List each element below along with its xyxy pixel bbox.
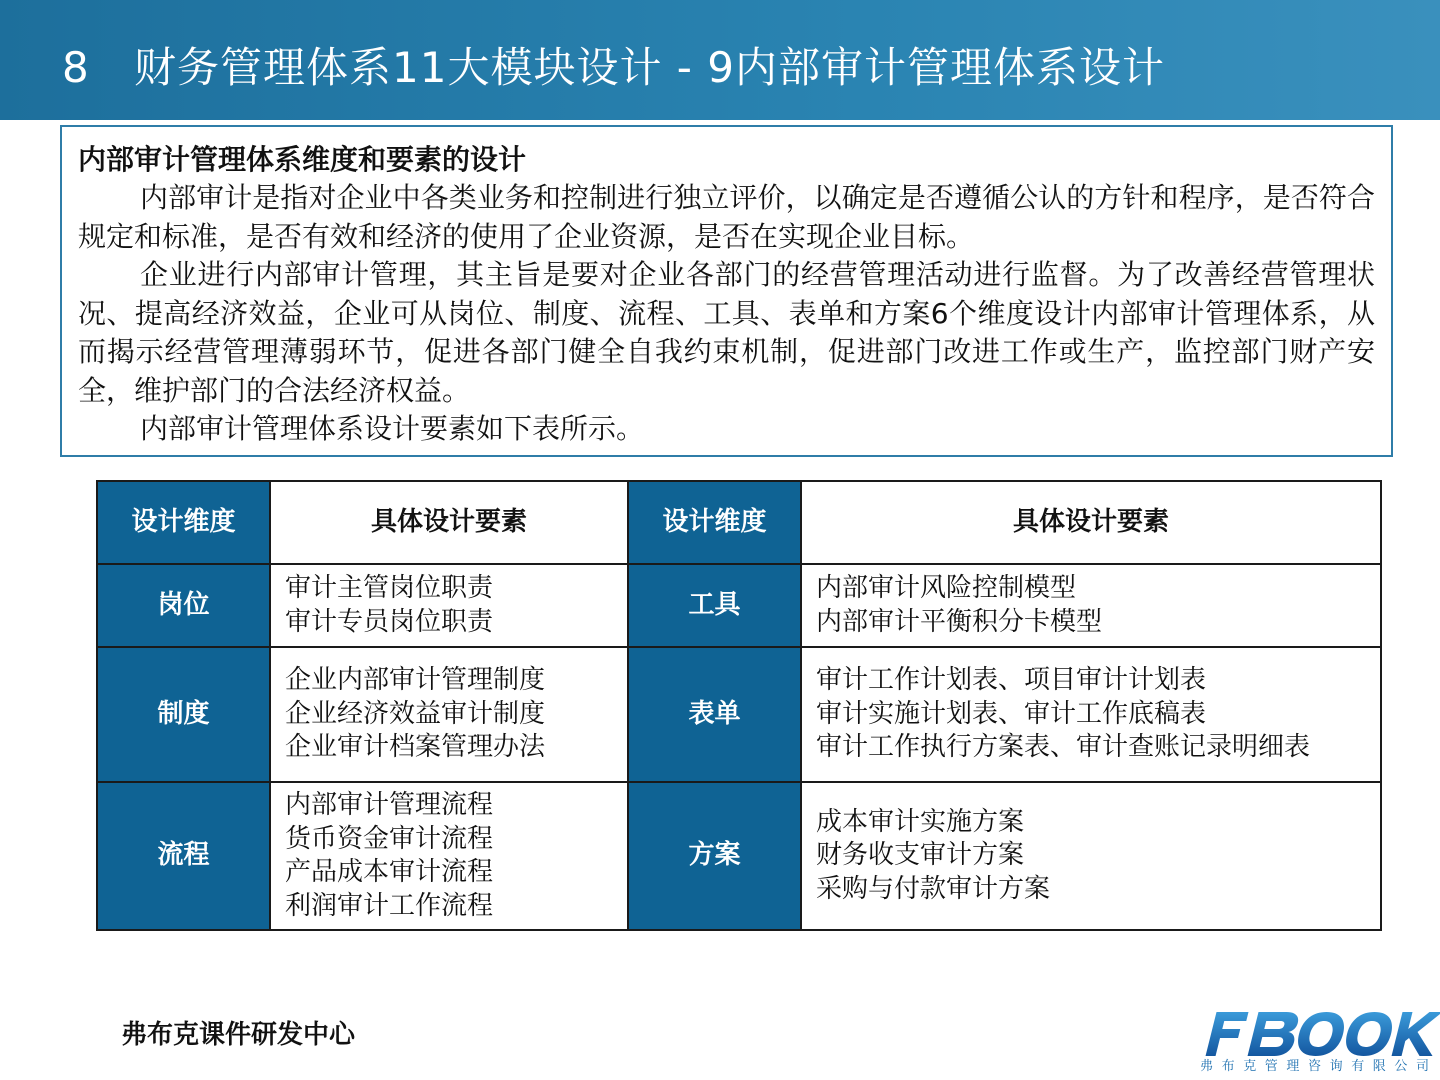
element-item: 内部审计管理流程 [285,790,494,820]
intro-text-box [60,125,1393,457]
element-item: 审计主管岗位职责 [285,573,494,603]
element-item: 利润审计工作流程 [285,890,494,921]
table-header-row [97,481,1381,564]
element-item: 企业审计档案管理办法 [285,732,546,763]
intro-heading: 内部审计管理体系维度和要素的设计 [78,143,527,176]
table-row [97,564,1381,647]
element-item: 审计工作执行方案表、审计查账记录明细表 [816,732,1311,763]
elements-cell [801,647,1381,782]
header-dimension: 设计维度 [97,481,270,564]
header-dimension: 设计维度 [628,481,801,564]
dimension-cell: 岗位 [97,564,270,647]
element-item: 内部审计风险控制模型 [816,573,1077,603]
elements-cell [801,782,1381,930]
element-item: 财务收支审计方案 [816,840,1025,871]
dimension-cell: 制度 [97,647,270,782]
section-number: 8 [62,43,90,92]
intro-paragraph: 企业进行内部审计管理，其主旨是要对企业各部门的经营管理活动进行监督。为了改善经营管理状况、提高经济效益，企业可从岗位、制度、流程、工具、表单和方案6个维度设计内部审计管理体系，从而揭示经营管理薄弱环节，促进各部门健全自我约束机制，促进部门改进工作或生产，监控部门财产安全，维护部门的合法经济权益。 [78,258,1375,407]
element-item: 企业内部审计管理制度 [285,665,546,696]
element-item: 内部审计平衡积分卡模型 [816,606,1103,637]
page-title [62,40,1165,96]
element-item: 企业经济效益审计制度 [285,698,546,729]
element-item: 审计专员岗位职责 [285,606,494,637]
element-item: 产品成本审计流程 [285,857,494,887]
elements-cell [801,564,1381,647]
elements-cell [270,782,628,930]
element-item: 审计实施计划表、审计工作底稿表 [816,698,1207,729]
logo-company-name: 弗布克管理咨询有限公司 [1200,1059,1438,1074]
header-elements: 具体设计要素 [270,481,628,564]
dimension-cell: 方案 [628,782,801,930]
elements-cell [270,564,628,647]
dimension-cell: 表单 [628,647,801,782]
section-title: 财务管理体系11大模块设计 - 9内部审计管理体系设计 [134,43,1166,92]
element-item: 货币资金审计流程 [285,823,494,854]
intro-paragraph: 内部审计是指对企业中各类业务和控制进行独立评价，以确定是否遵循公认的方针和程序，是否符合规定和标准，是否有效和经济的使用了企业资源，是否在实现企业目标。 [78,181,1375,253]
elements-cell [270,647,628,782]
table-row [97,782,1381,930]
dimension-cell: 工具 [628,564,801,647]
element-item: 采购与付款审计方案 [816,873,1051,904]
element-item: 审计工作计划表、项目审计计划表 [816,665,1207,696]
element-item: 成本审计实施方案 [816,806,1025,837]
title-bar [0,0,1440,120]
design-elements-table [96,480,1382,931]
intro-paragraph: 内部审计管理体系设计要素如下表所示。 [140,412,645,445]
dimension-cell: 流程 [97,782,270,930]
table-row [97,647,1381,782]
header-elements: 具体设计要素 [801,481,1381,564]
footer-center-name: 弗布克课件研发中心 [121,1020,356,1050]
